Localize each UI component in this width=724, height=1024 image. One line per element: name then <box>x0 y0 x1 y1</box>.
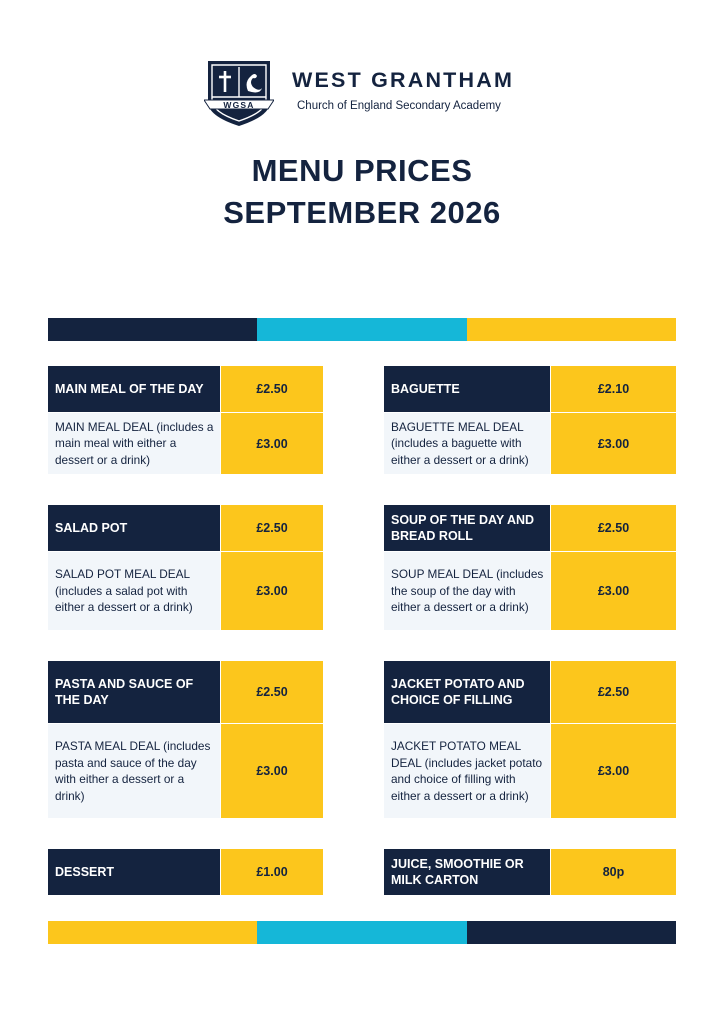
bottom-color-stripe <box>48 921 676 944</box>
item-price: 80p <box>551 849 676 895</box>
meal-deal-description: SALAD POT MEAL DEAL (includes a salad pot with either a dessert or a drink) <box>48 552 220 630</box>
item-price: £2.50 <box>221 661 323 723</box>
meal-deal-description: PASTA MEAL DEAL (includes pasta and sauce of the day with either a dessert or a drink) <box>48 724 220 818</box>
item-name: JUICE, SMOOTHIE OR MILK CARTON <box>384 849 550 895</box>
item-name: DESSERT <box>48 849 220 895</box>
stripe-yellow-segment <box>467 318 676 341</box>
svg-text:WGSA: WGSA <box>223 100 255 110</box>
item-price: £2.10 <box>551 366 676 412</box>
page-title-line1: MENU PRICES <box>251 153 473 188</box>
stripe-cyan-segment <box>257 921 466 944</box>
page-title-line2: SEPTEMBER 2026 <box>223 195 501 230</box>
meal-deal-price: £3.00 <box>221 552 323 630</box>
item-price: £2.50 <box>221 505 323 551</box>
item-name: MAIN MEAL OF THE DAY <box>48 366 220 412</box>
meal-deal-price: £3.00 <box>551 413 676 474</box>
meal-deal-description: SOUP MEAL DEAL (includes the soup of the day with either a dessert or a drink) <box>384 552 550 630</box>
item-price: £1.00 <box>221 849 323 895</box>
item-name: BAGUETTE <box>384 366 550 412</box>
item-name: SOUP OF THE DAY AND BREAD ROLL <box>384 505 550 551</box>
school-logo <box>204 58 544 128</box>
item-name: SALAD POT <box>48 505 220 551</box>
meal-deal-description: JACKET POTATO MEAL DEAL (includes jacket potato and choice of filling with either a dessert or a drink) <box>384 724 550 818</box>
stripe-navy-segment <box>48 318 257 341</box>
item-name: PASTA AND SAUCE OF THE DAY <box>48 661 220 723</box>
item-price: £2.50 <box>551 505 676 551</box>
meal-deal-price: £3.00 <box>551 724 676 818</box>
stripe-navy-segment <box>467 921 676 944</box>
meal-deal-price: £3.00 <box>221 724 323 818</box>
stripe-yellow-segment <box>48 921 257 944</box>
school-subtitle: Church of England Secondary Academy <box>297 100 501 112</box>
top-color-stripe <box>48 318 676 341</box>
meal-deal-price: £3.00 <box>551 552 676 630</box>
meal-deal-description: BAGUETTE MEAL DEAL (includes a baguette with either a dessert or a drink) <box>384 413 550 474</box>
item-price: £2.50 <box>551 661 676 723</box>
school-crest-icon <box>204 58 274 128</box>
stripe-cyan-segment <box>257 318 466 341</box>
meal-deal-description: MAIN MEAL DEAL (includes a main meal with either a dessert or a drink) <box>48 413 220 474</box>
school-name: WEST GRANTHAM <box>292 68 515 92</box>
item-price: £2.50 <box>221 366 323 412</box>
item-name: JACKET POTATO AND CHOICE OF FILLING <box>384 661 550 723</box>
meal-deal-price: £3.00 <box>221 413 323 474</box>
